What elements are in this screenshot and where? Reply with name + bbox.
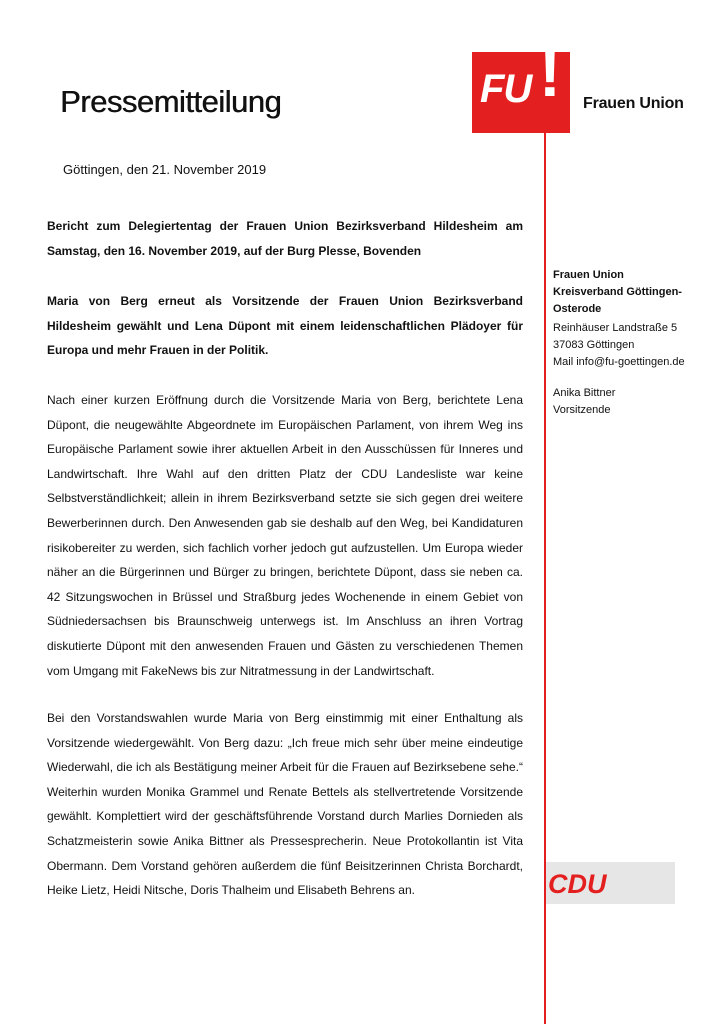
article-paragraph-1: Nach einer kurzen Eröffnung durch die Vorsitzende Maria von Berg, berichtete Lena Düpont, die neugewählte Abgeordnete im Europäischen Parlament, von ihrem Weg ins Europäische Parlament sowie ihrer aktuellen Arbeit in den Ausschüssen für Inneres und Landwirtschaft. Ihre Wahl auf den dritten Platz der CDU Landesliste war keine Selbstverständlichkeit; allein in ihrem Bezirksverband setzte sie sich gegen drei weitere Bewerberinnen durch. Den Anwesenden gab sie deshalb auf den Weg, bei Kandidaturen risikobereiter zu werden, sich fachlich vorher jedoch gut aufzustellen. Um Europa wieder näher an die Bürgerinnen und Bürger zu bringen, berichtete Düpont, dass sie neben ca. 42 Sitzungswochen in Brüssel und Straßburg jedes Wochenende in einem Gebiet von Südniedersachsen bis Braunschweig unterwegs ist. Im Anschluss an ihren Vortrag diskutierte Düpont mit den anwesenden Frauen und Gästen zu verschiedenen Themen vom Umgang mit FakeNews bis zur Nitratmessung in der Landwirtschaft. <box>47 393 523 678</box>
date-line: Göttingen, den 21. November 2019 <box>63 162 267 177</box>
sidebar-address <box>553 320 713 371</box>
logo-exclamation: ! <box>539 36 561 110</box>
sidebar-street: Reinhäuser Landstraße 5 <box>553 322 678 334</box>
article-paragraph-2: Bei den Vorstandswahlen wurde Maria von Berg einstimmig mit einer Enthaltung als Vorsitzende wiedergewählt. Von Berg dazu: „Ich freue mich sehr über meine eindeutige Wiederwahl, die ich als Bestätigung meiner Arbeit für die Frauen auf Bezirksebene sehe.“ Weiterhin wurden Monika Grammel und Renate Bettels als stellvertretende Vorsitzende gewählt. Komplettiert wird der geschäftsführende Vorstand durch Marlies Dornieden als Schatzmeisterin sowie Anika Bittner als Pressesprecherin. Neue Protokollantin ist Vita Obermann. Dem Vorstand gehören außerdem die fünf Beisitzerinnen Christa Borchardt, Heike Lietz, Heidi Nitsche, Doris Thalheim und Elisabeth Behrens an. <box>47 711 523 898</box>
cdu-logo: CDU <box>548 869 607 899</box>
sidebar-city: 37083 Göttingen <box>553 339 635 351</box>
page-title: Pressemitteilung <box>60 84 282 119</box>
sidebar-org-line: Frauen Union <box>553 269 624 281</box>
sidebar-contact-name: Anika Bittner <box>553 387 616 399</box>
logo-name: Frauen Union <box>583 95 684 112</box>
sidebar-contact <box>553 385 713 419</box>
sidebar-org-line: Osterode <box>553 303 602 315</box>
sidebar-organization <box>553 267 713 318</box>
logo-mark: FU <box>480 67 532 111</box>
sidebar-contact-role: Vorsitzende <box>553 404 611 416</box>
sidebar-org-line: Kreisverband Göttingen- <box>553 286 682 298</box>
sidebar-email: Mail info@fu-goettingen.de <box>553 356 685 368</box>
article-lead: Maria von Berg erneut als Vorsitzende der Frauen Union Bezirksverband Hildesheim gewählt und Lena Düpont mit einem leidenschaftlichen Plädoyer für Europa und mehr Frauen in der Politik. <box>47 294 523 358</box>
article-heading: Bericht zum Delegiertentag der Frauen Union Bezirksverband Hildesheim am Samstag, den 16. November 2019, auf der Burg Plesse, Bovenden <box>47 219 523 258</box>
